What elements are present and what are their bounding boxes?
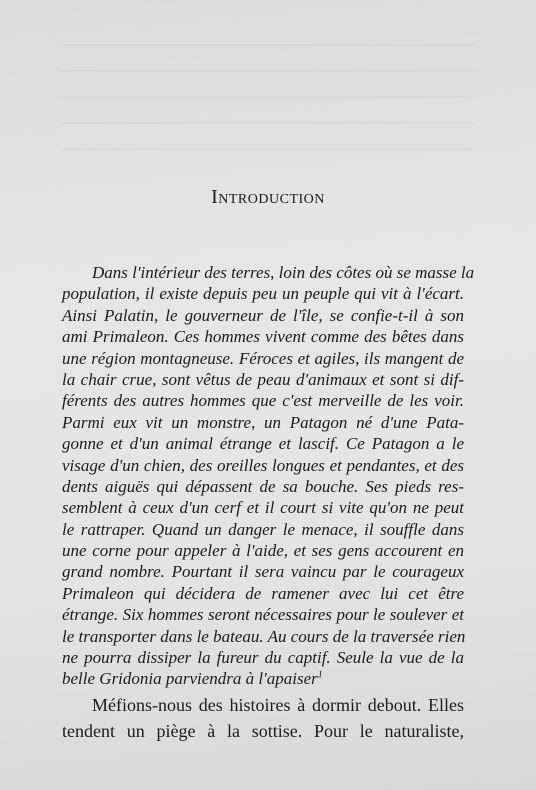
body-paragraph (62, 692, 464, 744)
quote-line: gonne et d'un animal étrange et lascif. Ce Patagon a le (62, 434, 464, 454)
text-line: tendent un piège à la sottise. Pour le naturaliste, (62, 721, 464, 741)
quote-line: Primaleon qui décidera de ramener avec lui cet être (62, 583, 464, 603)
quote-block (62, 262, 475, 690)
quote-line: Parmi eux vit un monstre, un Patagon né d'une Pata- (62, 412, 464, 432)
quote-line: Ainsi Palatin, le gouverneur de l'île, se confie-t-il à son (62, 305, 464, 325)
quote-line: semblent à ceux d'un cerf et il court si vite qu'on ne peut (62, 498, 464, 518)
quote-line: Dans l'intérieur des terres, loin des côtes où se masse la (92, 263, 475, 282)
quote-line: ne pourra dissiper la fureur du captif. Seule la vue de la (62, 648, 464, 668)
quote-line-text: belle Gridonia parviendra à l'apaiser (62, 669, 318, 689)
quote-line: étrange. Six hommes seront nécessaires pour le soulever et (62, 605, 464, 625)
quote-line: une corne pour appeler à l'aide, et ses gens accourent en (62, 541, 464, 561)
quote-line: dents aiguës qui dépassent de sa bouche. Ses pieds res- (62, 476, 464, 496)
show-through-line (60, 70, 476, 72)
quote-line: visage d'un chien, des oreilles longues et pendantes, et des (62, 455, 464, 475)
quote-line: une région montagneuse. Féroces et agiles, ils mangent de (62, 348, 464, 368)
show-through-line (60, 44, 476, 46)
quote-line: le transporter dans le bateau. Au cours de la traversée rien (62, 626, 466, 646)
quote-line: le rattraper. Quand un danger le menace, il souffle dans (62, 519, 464, 539)
footnote-marker[interactable]: 1 (317, 669, 323, 681)
quote-line: grand nombre. Pourtant il sera vaincu par le courageux (62, 562, 464, 582)
show-through-line (60, 148, 476, 150)
text-line: Méfions-nous des histoires à dormir debout. Elles (92, 695, 464, 715)
quote-line: la chair crue, sont vêtus de peau d'animaux et sont si dif- (62, 369, 464, 389)
quote-line: population, il existe depuis peu un peuple qui vit à l'écart. (62, 284, 464, 304)
quote-last-line (62, 668, 464, 689)
chapter-heading: Introduction (211, 186, 325, 208)
quote-line: férents des autres hommes que c'est merveille de les voir. (62, 391, 464, 411)
quote-line: ami Primaleon. Ces hommes vivent comme des bêtes dans (62, 327, 464, 347)
show-through-line (60, 122, 476, 124)
show-through-line (60, 96, 476, 98)
